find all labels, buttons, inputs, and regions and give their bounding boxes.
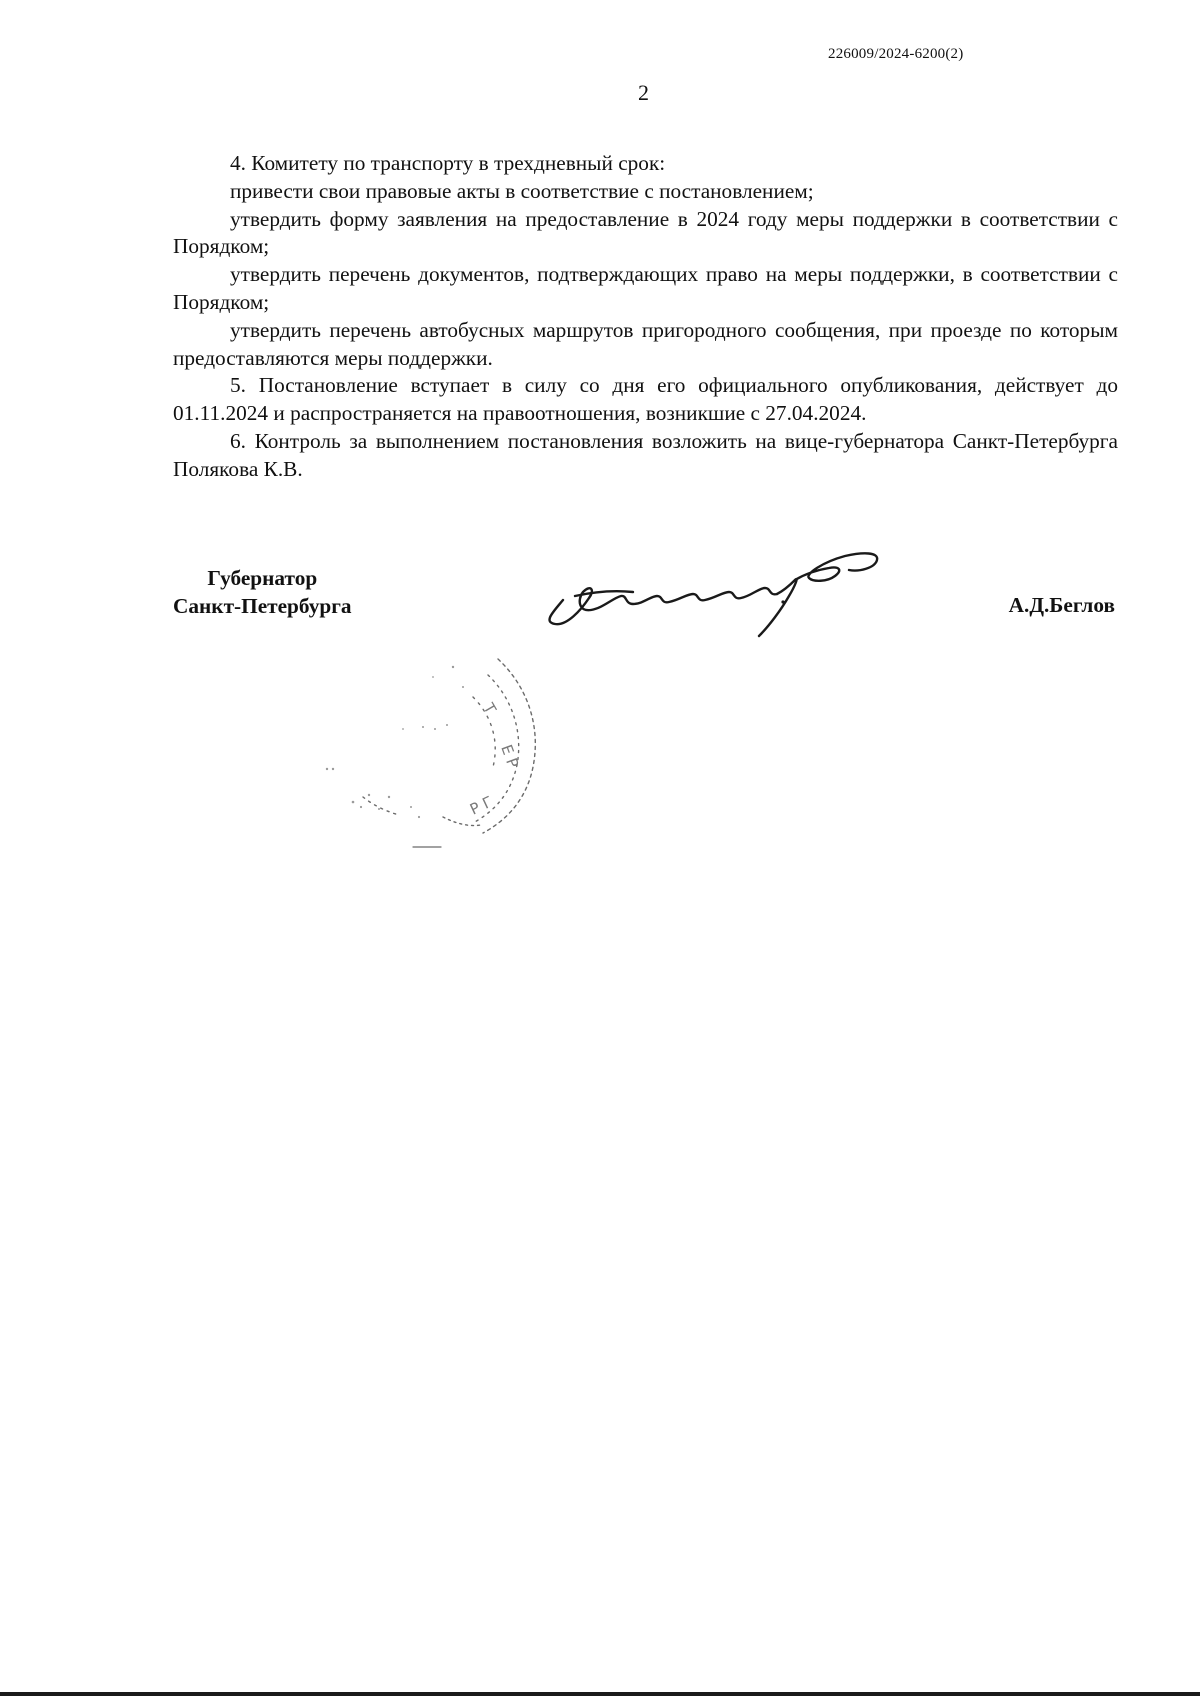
- paragraph-5: 5. Постановление вступает в силу со дня его официального опубликования, действует до 01.11.2024 и распространяется на правоотношения, возникшие с 27.04.2024.: [173, 373, 1118, 426]
- signatory-title-line-1: Губернатор: [207, 566, 318, 590]
- paragraph-4-item-3: утвердить перечень документов, подтверждающих право на меры поддержки, в соответствии с Порядком;: [173, 262, 1118, 314]
- svg-text:Т: Т: [479, 700, 500, 717]
- svg-text:Р Г: Р Г: [467, 792, 496, 819]
- paragraph-4-item-1: привести свои правовые акты в соответствие с постановлением;: [230, 178, 814, 203]
- document-body: [173, 150, 1118, 484]
- paragraph-4-item-4: утвердить перечень автобусных маршрутов пригородного сообщения, при проезде по которым предоставляются меры поддержки.: [173, 317, 1118, 370]
- bottom-edge-rule: [0, 1692, 1200, 1696]
- document-registration-number: 226009/2024-6200(2): [828, 46, 964, 62]
- svg-text:Е Р: Е Р: [497, 742, 523, 771]
- paragraph-4-item-2: утвердить форму заявления на предоставление в 2024 году меры поддержки в соответствии с Порядком;: [173, 206, 1118, 259]
- handwritten-signature: [533, 540, 893, 650]
- signatory-name: А.Д.Беглов: [1008, 593, 1115, 617]
- page-number: 2: [638, 80, 649, 105]
- official-seal-stamp: [323, 647, 583, 857]
- signatory-title: [173, 565, 352, 620]
- signature-block: [173, 565, 1118, 865]
- paragraph-4: 4. Комитету по транспорту в трехдневный срок:: [230, 151, 666, 175]
- signatory-title-line-2: Санкт-Петербурга: [173, 593, 352, 618]
- paragraph-6: 6. Контроль за выполнением постановления возложить на вице-губернатора Санкт-Петербурга Полякова К.В.: [173, 428, 1118, 481]
